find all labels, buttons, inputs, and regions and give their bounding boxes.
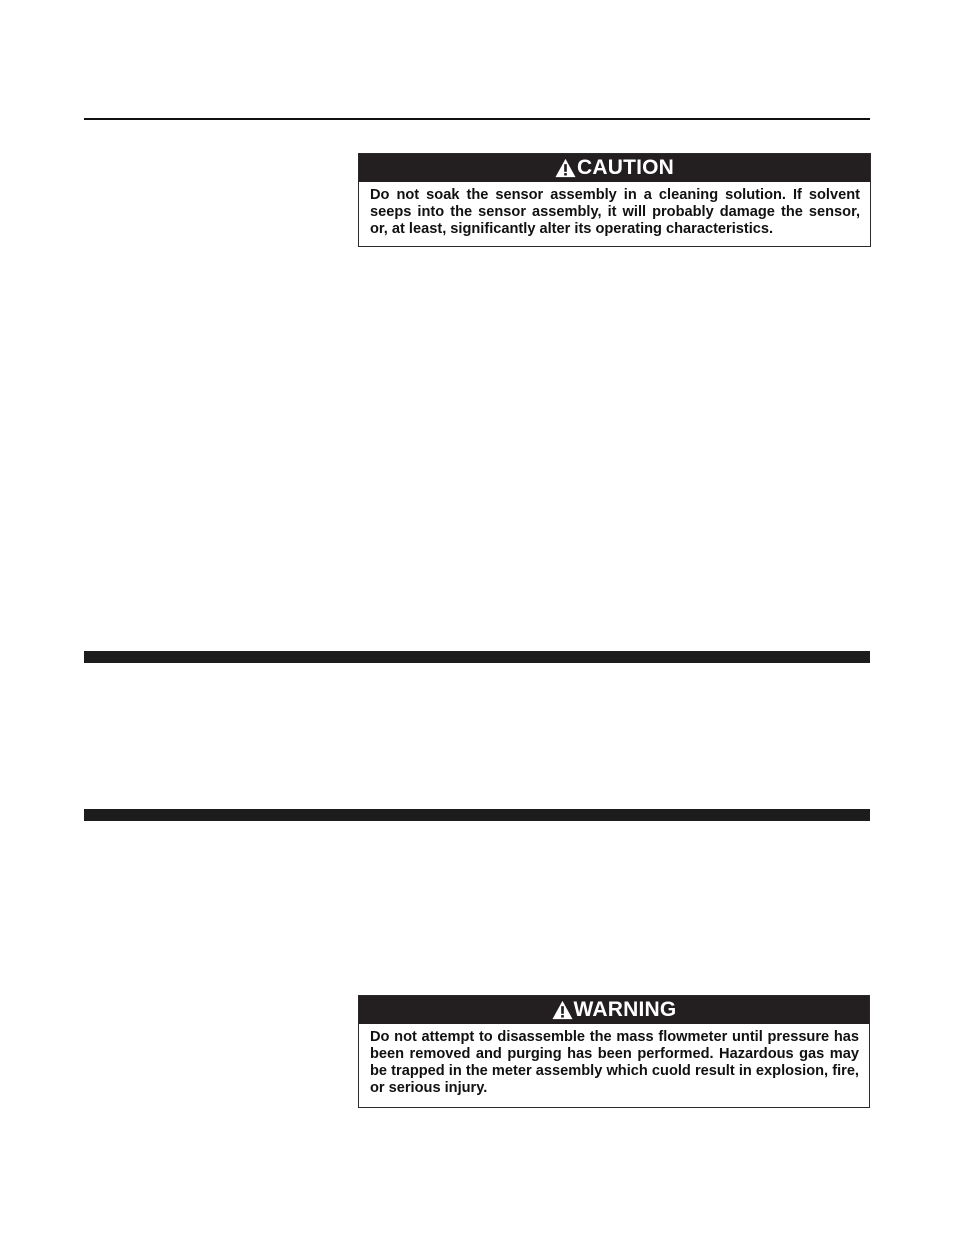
section-divider-bar [84, 651, 870, 663]
caution-box [358, 153, 871, 247]
caution-header [359, 154, 870, 182]
warning-box [358, 995, 870, 1108]
caution-title: CAUTION [576, 156, 675, 179]
section-divider-bar [84, 809, 870, 821]
header-rule [84, 118, 870, 120]
warning-header [359, 996, 869, 1024]
warning-triangle-icon [555, 158, 576, 178]
caution-text: Do not soak the sensor assembly in a cleaning solution. If solvent seeps into the sensor assembly, it will probably damage the sensor, or, at least, significantly alter its operating characteristics. [370, 187, 860, 237]
warning-title: WARNING [573, 998, 677, 1021]
warning-text: Do not attempt to disassemble the mass flowmeter until pressure has been removed and purging has been performed. Hazardous gas may be trapped in the meter assembly which cuold result in explosion, fire, or serious injury. [370, 1029, 859, 1096]
warning-triangle-icon [552, 1000, 573, 1020]
